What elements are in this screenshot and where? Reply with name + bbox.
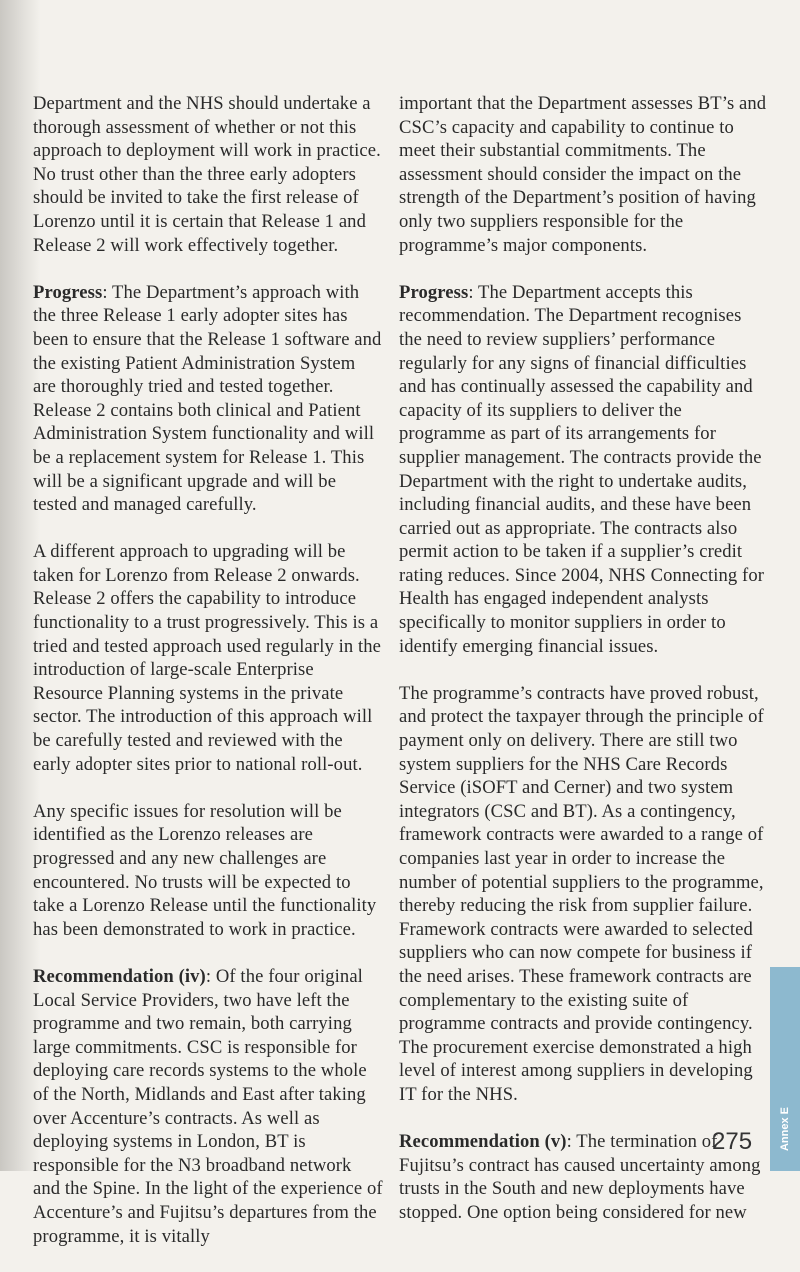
progress-label: Progress	[399, 281, 469, 303]
paragraph	[399, 281, 769, 659]
side-tab-label: Annex E	[779, 1106, 792, 1152]
annex-side-tab	[770, 967, 800, 1171]
paragraph-text: : The Department accepts this recommendation. The Department recognises the need to review suppliers’ performance regularly for any signs of financial difficulties and has continually assessed the capability and capacity of its suppliers to deliver the programme as part of its arrangements for supplier management. The contracts provide the Department with the right to undertake audits, including financial audits, and these have been carried out as appropriate. The contracts also permit action to be taken if a supplier’s credit rating reduces. Since 2004, NHS Connecting for Health has engaged independent analysts specifically to monitor suppliers in order to identify emerging financial issues.	[399, 281, 765, 657]
page-number: 275	[712, 1128, 753, 1155]
paragraph-text: : The Department’s approach with the three Release 1 early adopter sites has been to ensure that the Release 1 software and the existing Patient Administration System are thoroughly tried and tested together. Release 2 contains both clinical and Patient Administration System functionality and will be a replacement system for Release 1. This will be a significant upgrade and will be tested and managed carefully.	[33, 281, 382, 516]
paragraph	[33, 965, 383, 1248]
side-tab-label-wrap	[770, 1099, 800, 1159]
paragraph-text: : The termination of Fujitsu’s contract has caused uncertainty among trusts in the South and new deployments have stopped. One option being considered for new	[399, 1131, 761, 1223]
recommendation-label: Recommendation (v)	[399, 1131, 567, 1153]
left-column	[33, 92, 383, 1272]
paragraph	[33, 281, 383, 517]
recommendation-label: Recommendation (iv)	[33, 965, 206, 987]
paragraph: important that the Department assesses BT’s and CSC’s capacity and capability to continue to meet their substantial commitments. The assessment should consider the impact on the strength of the Department’s position of having only two suppliers responsible for the programme’s major components.	[399, 93, 767, 256]
paragraph: A different approach to upgrading will be taken for Lorenzo from Release 2 onwards. Release 2 offers the capability to introduce functionality to a trust progressively. This is a tried and tested approach used regularly in the introduction of large-scale Enterprise Resource Planning systems in the private sector. The introduction of this approach will be carefully tested and reviewed with the early adopter sites prior to national roll-out.	[33, 541, 382, 775]
right-column	[399, 92, 769, 1248]
paragraph: The programme’s contracts have proved robust, and protect the taxpayer through the principle of payment only on delivery. There are still two system suppliers for the NHS Care Records Service (iSOFT and Cerner) and two system integrators (CSC and BT). As a contingency, framework contracts were awarded to a range of companies last year in order to increase the number of potential suppliers to the programme, thereby reducing the risk from supplier failure. Framework contracts were awarded to selected suppliers who can now compete for business if the need arises. These framework contracts are complementary to the existing suite of programme contracts and provide contingency. The procurement exercise demonstrated a high level of interest among suppliers in developing IT for the NHS.	[399, 682, 764, 1105]
paragraph: Any specific issues for resolution will be identified as the Lorenzo releases are progressed and any new challenges are encountered. No trusts will be expected to take a Lorenzo Release until the functionality has been demonstrated to work in practice.	[33, 800, 377, 940]
progress-label: Progress	[33, 281, 103, 303]
paragraph: Department and the NHS should undertake a thorough assessment of whether or not this approach to deployment will work in practice. No trust other than the three early adopters should be invited to take the first release of Lorenzo until it is certain that Release 1 and Release 2 will work effectively together.	[33, 93, 381, 256]
paragraph-text: : Of the four original Local Service Providers, two have left the programme and two remain, both carrying large commitments. CSC is responsible for deploying care records systems to the whole of the North, Midlands and East after taking over Accenture’s contracts. As well as deploying systems in London, BT is responsible for the N3 broadband network and the Spine. In the light of the experience of Accenture’s and Fujitsu’s departures from the programme, it is vitally	[33, 965, 383, 1247]
